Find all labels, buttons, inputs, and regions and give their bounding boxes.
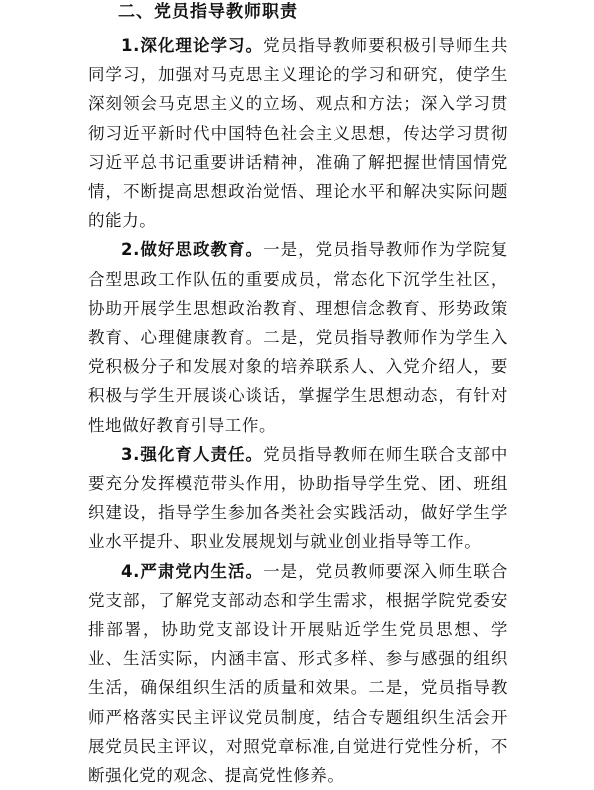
paragraph-ideological-education [88,235,508,439]
paragraph-text: 一是，党员教师要深入师生联合党支部，了解党支部动态和学生需求，根据学院党委安排部署，协助党支部设计开展贴近学生党员思想、学业、生活实际，内涵丰富、形式多样、参与感强的组织生活，确保组织生活的质量和效果。二是，党员指导教师严格落实民主评议党员制度，结合专题组织生活会开展党员民主评议，对照党章标准,自觉进行党性分析，不断强化党的观念、提高党性修养。 [88,561,508,786]
paragraph-education-responsibility [88,440,508,557]
paragraph-text: 党员指导教师要积极引导师生共同学习，加强对马克思主义理论的学习和研究，使学生深刻领会马克思主义的立场、观点和方法；深入学习贯彻习近平新时代中国特色社会主义思想，传达学习贯彻习近平总书记重要讲话精神，准确了解把握世情国情党情，不断提高思想政治觉悟、理论水平和解决实际问题的能力。 [88,36,508,231]
document-body [88,0,508,790]
paragraph-party-life [88,557,508,790]
paragraph-heading: 3.强化育人责任。 [121,444,264,464]
paragraph-heading: 1.深化理论学习。 [121,36,264,55]
paragraph-heading: 2.做好思政教育。 [121,240,264,260]
paragraph-heading: 4.严肃党内生活。 [121,561,264,581]
paragraph-text: 党员指导教师在师生联合支部中要充分发挥模范带头作用，协助指导学生党、团、班组织建设，指导学生参加各类社会实践活动，做好学生学业水平提升、职业发展规划与就业创业指导等工作。 [88,444,508,552]
paragraph-text: 一是，党员指导教师作为学院复合型思政工作队伍的重要成员，常态化下沉学生社区，协助开展学生思想政治教育、理想信念教育、形势政策教育、心理健康教育。二是，党员指导教师作为学生入党积极分子和发展对象的培养联系人、入党介绍人，要积极与学生开展谈心谈话，掌握学生思想动态，有针对性地做好教育引导工作。 [88,240,508,435]
section-heading: 二、党员指导教师职责 [118,2,298,22]
paragraph-theory-study [88,31,508,235]
